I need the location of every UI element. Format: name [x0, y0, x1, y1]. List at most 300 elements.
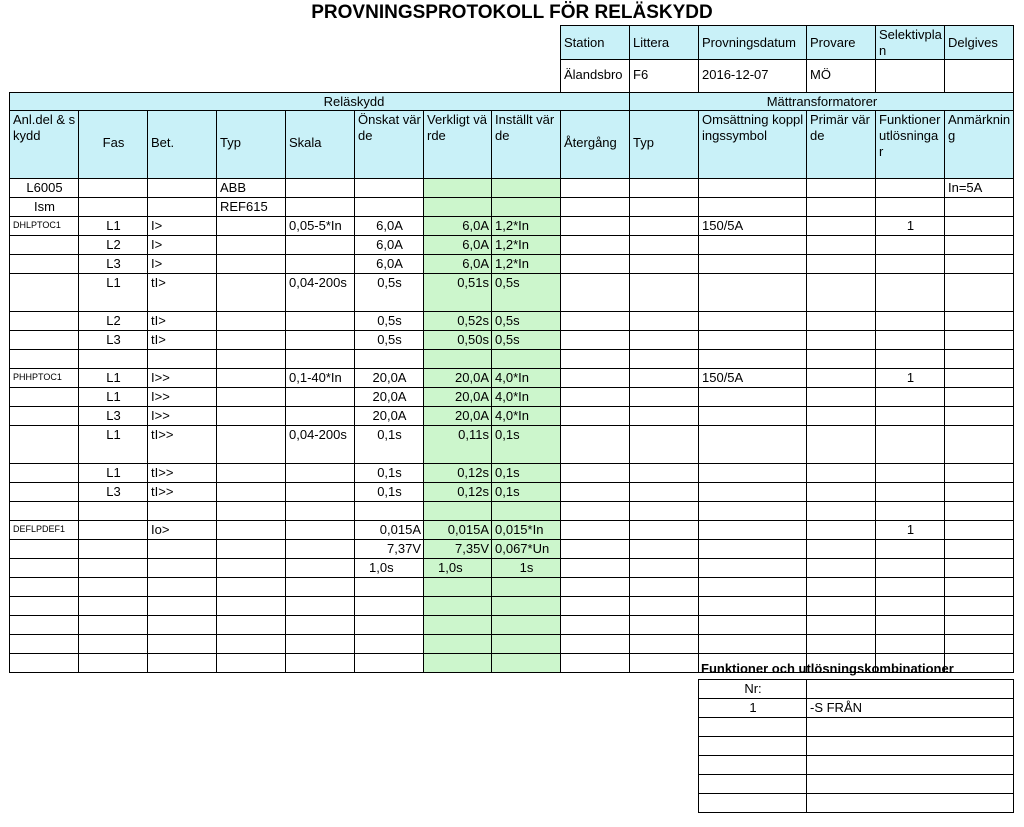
function-nr-3[interactable]: [698, 755, 807, 775]
cell-r5-c13[interactable]: [944, 273, 1014, 312]
cell-r1-c3[interactable]: REF615: [216, 197, 286, 217]
cell-r3-c7[interactable]: 1,2*In: [491, 235, 561, 255]
cell-r12-c6[interactable]: 0,11s: [423, 425, 492, 464]
cell-r6-c2[interactable]: tI>: [147, 311, 217, 331]
station-value-2[interactable]: 2016-12-07: [698, 59, 807, 93]
cell-r3-c10[interactable]: [698, 235, 807, 255]
cell-r12-c1[interactable]: L1: [78, 425, 148, 464]
cell-r16-c8[interactable]: [560, 520, 630, 540]
cell-r10-c7[interactable]: 4,0*In: [491, 387, 561, 407]
cell-r22-c12[interactable]: [875, 634, 945, 654]
cell-r4-c3[interactable]: [216, 254, 286, 274]
cell-r4-c8[interactable]: [560, 254, 630, 274]
cell-r8-c5[interactable]: [354, 349, 424, 369]
cell-r13-c6[interactable]: 0,12s: [423, 463, 492, 483]
cell-r12-c4[interactable]: 0,04-200s: [285, 425, 355, 464]
cell-r2-c13[interactable]: [944, 216, 1014, 236]
cell-r9-c1[interactable]: L1: [78, 368, 148, 388]
cell-r19-c1[interactable]: [78, 577, 148, 597]
cell-r4-c12[interactable]: [875, 254, 945, 274]
cell-r8-c10[interactable]: [698, 349, 807, 369]
cell-r22-c5[interactable]: [354, 634, 424, 654]
cell-r17-c1[interactable]: [78, 539, 148, 559]
cell-r9-c11[interactable]: [806, 368, 876, 388]
cell-r12-c12[interactable]: [875, 425, 945, 464]
cell-r16-c7[interactable]: 0,015*In: [491, 520, 561, 540]
cell-r1-c1[interactable]: [78, 197, 148, 217]
cell-r5-c1[interactable]: L1: [78, 273, 148, 312]
cell-r6-c0[interactable]: [9, 311, 79, 331]
cell-r7-c3[interactable]: [216, 330, 286, 350]
cell-r17-c9[interactable]: [629, 539, 699, 559]
cell-r7-c8[interactable]: [560, 330, 630, 350]
cell-r22-c13[interactable]: [944, 634, 1014, 654]
cell-r15-c11[interactable]: [806, 501, 876, 521]
cell-r23-c7[interactable]: [491, 653, 561, 673]
cell-r23-c4[interactable]: [285, 653, 355, 673]
cell-r7-c4[interactable]: [285, 330, 355, 350]
cell-r17-c2[interactable]: [147, 539, 217, 559]
cell-r11-c5[interactable]: 20,0A: [354, 406, 424, 426]
cell-r2-c11[interactable]: [806, 216, 876, 236]
cell-r15-c2[interactable]: [147, 501, 217, 521]
cell-r8-c11[interactable]: [806, 349, 876, 369]
cell-r13-c1[interactable]: L1: [78, 463, 148, 483]
function-desc-2[interactable]: [806, 736, 1014, 756]
cell-r5-c11[interactable]: [806, 273, 876, 312]
cell-r20-c6[interactable]: [423, 596, 492, 616]
cell-r7-c2[interactable]: tI>: [147, 330, 217, 350]
cell-r18-c6[interactable]: 1,0s: [423, 558, 492, 578]
cell-r20-c4[interactable]: [285, 596, 355, 616]
station-value-3[interactable]: MÖ: [806, 59, 876, 93]
cell-r16-c6[interactable]: 0,015A: [423, 520, 492, 540]
cell-r14-c1[interactable]: L3: [78, 482, 148, 502]
cell-r12-c3[interactable]: [216, 425, 286, 464]
cell-r2-c12[interactable]: 1: [875, 216, 945, 236]
cell-r2-c7[interactable]: 1,2*In: [491, 216, 561, 236]
cell-r1-c12[interactable]: [875, 197, 945, 217]
cell-r1-c5[interactable]: [354, 197, 424, 217]
cell-r14-c0[interactable]: [9, 482, 79, 502]
cell-r17-c10[interactable]: [698, 539, 807, 559]
function-nr-5[interactable]: [698, 793, 807, 813]
cell-r14-c8[interactable]: [560, 482, 630, 502]
cell-r23-c2[interactable]: [147, 653, 217, 673]
cell-r11-c7[interactable]: 4,0*In: [491, 406, 561, 426]
cell-r1-c9[interactable]: [629, 197, 699, 217]
cell-r22-c4[interactable]: [285, 634, 355, 654]
cell-r9-c6[interactable]: 20,0A: [423, 368, 492, 388]
cell-r2-c8[interactable]: [560, 216, 630, 236]
cell-r19-c5[interactable]: [354, 577, 424, 597]
cell-r15-c7[interactable]: [491, 501, 561, 521]
cell-r12-c11[interactable]: [806, 425, 876, 464]
cell-r20-c3[interactable]: [216, 596, 286, 616]
cell-r8-c3[interactable]: [216, 349, 286, 369]
cell-r9-c8[interactable]: [560, 368, 630, 388]
cell-r16-c0[interactable]: DEFLPDEF1: [9, 520, 79, 540]
cell-r6-c13[interactable]: [944, 311, 1014, 331]
cell-r10-c13[interactable]: [944, 387, 1014, 407]
cell-r0-c4[interactable]: [285, 178, 355, 198]
cell-r18-c9[interactable]: [629, 558, 699, 578]
cell-r16-c12[interactable]: 1: [875, 520, 945, 540]
cell-r20-c8[interactable]: [560, 596, 630, 616]
cell-r16-c13[interactable]: [944, 520, 1014, 540]
cell-r8-c13[interactable]: [944, 349, 1014, 369]
cell-r7-c5[interactable]: 0,5s: [354, 330, 424, 350]
cell-r18-c4[interactable]: [285, 558, 355, 578]
function-desc-4[interactable]: [806, 774, 1014, 794]
cell-r18-c5[interactable]: 1,0s: [354, 558, 424, 578]
cell-r23-c3[interactable]: [216, 653, 286, 673]
cell-r5-c5[interactable]: 0,5s: [354, 273, 424, 312]
cell-r9-c12[interactable]: 1: [875, 368, 945, 388]
cell-r8-c4[interactable]: [285, 349, 355, 369]
cell-r5-c10[interactable]: [698, 273, 807, 312]
cell-r1-c0[interactable]: Ism: [9, 197, 79, 217]
cell-r12-c9[interactable]: [629, 425, 699, 464]
cell-r5-c3[interactable]: [216, 273, 286, 312]
cell-r2-c5[interactable]: 6,0A: [354, 216, 424, 236]
cell-r14-c7[interactable]: 0,1s: [491, 482, 561, 502]
cell-r8-c8[interactable]: [560, 349, 630, 369]
cell-r4-c4[interactable]: [285, 254, 355, 274]
cell-r9-c4[interactable]: 0,1-40*In: [285, 368, 355, 388]
cell-r7-c7[interactable]: 0,5s: [491, 330, 561, 350]
function-desc-5[interactable]: [806, 793, 1014, 813]
station-value-0[interactable]: Älandsbro: [560, 59, 630, 93]
cell-r22-c8[interactable]: [560, 634, 630, 654]
cell-r2-c0[interactable]: DHLPTOC1: [9, 216, 79, 236]
cell-r15-c3[interactable]: [216, 501, 286, 521]
cell-r13-c11[interactable]: [806, 463, 876, 483]
cell-r10-c2[interactable]: I>>: [147, 387, 217, 407]
cell-r6-c6[interactable]: 0,52s: [423, 311, 492, 331]
function-desc-3[interactable]: [806, 755, 1014, 775]
cell-r21-c13[interactable]: [944, 615, 1014, 635]
cell-r8-c12[interactable]: [875, 349, 945, 369]
cell-r14-c10[interactable]: [698, 482, 807, 502]
cell-r17-c4[interactable]: [285, 539, 355, 559]
cell-r0-c0[interactable]: L6005: [9, 178, 79, 198]
cell-r12-c10[interactable]: [698, 425, 807, 464]
cell-r21-c4[interactable]: [285, 615, 355, 635]
cell-r22-c10[interactable]: [698, 634, 807, 654]
cell-r14-c3[interactable]: [216, 482, 286, 502]
cell-r15-c13[interactable]: [944, 501, 1014, 521]
cell-r5-c9[interactable]: [629, 273, 699, 312]
cell-r0-c2[interactable]: [147, 178, 217, 198]
cell-r19-c13[interactable]: [944, 577, 1014, 597]
cell-r0-c11[interactable]: [806, 178, 876, 198]
cell-r0-c6[interactable]: [423, 178, 492, 198]
cell-r19-c8[interactable]: [560, 577, 630, 597]
cell-r10-c4[interactable]: [285, 387, 355, 407]
cell-r20-c0[interactable]: [9, 596, 79, 616]
cell-r15-c0[interactable]: [9, 501, 79, 521]
cell-r8-c9[interactable]: [629, 349, 699, 369]
cell-r9-c5[interactable]: 20,0A: [354, 368, 424, 388]
cell-r13-c0[interactable]: [9, 463, 79, 483]
cell-r3-c1[interactable]: L2: [78, 235, 148, 255]
cell-r21-c0[interactable]: [9, 615, 79, 635]
cell-r17-c11[interactable]: [806, 539, 876, 559]
cell-r0-c7[interactable]: [491, 178, 561, 198]
cell-r0-c9[interactable]: [629, 178, 699, 198]
cell-r11-c8[interactable]: [560, 406, 630, 426]
cell-r4-c9[interactable]: [629, 254, 699, 274]
cell-r7-c10[interactable]: [698, 330, 807, 350]
cell-r4-c7[interactable]: 1,2*In: [491, 254, 561, 274]
cell-r3-c2[interactable]: I>: [147, 235, 217, 255]
cell-r6-c7[interactable]: 0,5s: [491, 311, 561, 331]
cell-r16-c10[interactable]: [698, 520, 807, 540]
cell-r9-c0[interactable]: PHHPTOC1: [9, 368, 79, 388]
cell-r10-c8[interactable]: [560, 387, 630, 407]
cell-r19-c4[interactable]: [285, 577, 355, 597]
cell-r7-c9[interactable]: [629, 330, 699, 350]
cell-r3-c5[interactable]: 6,0A: [354, 235, 424, 255]
cell-r21-c9[interactable]: [629, 615, 699, 635]
cell-r21-c11[interactable]: [806, 615, 876, 635]
cell-r19-c3[interactable]: [216, 577, 286, 597]
cell-r0-c3[interactable]: ABB: [216, 178, 286, 198]
cell-r16-c3[interactable]: [216, 520, 286, 540]
cell-r15-c6[interactable]: [423, 501, 492, 521]
cell-r1-c7[interactable]: [491, 197, 561, 217]
cell-r14-c12[interactable]: [875, 482, 945, 502]
cell-r4-c13[interactable]: [944, 254, 1014, 274]
cell-r11-c2[interactable]: I>>: [147, 406, 217, 426]
cell-r0-c10[interactable]: [698, 178, 807, 198]
cell-r9-c13[interactable]: [944, 368, 1014, 388]
cell-r9-c9[interactable]: [629, 368, 699, 388]
cell-r20-c7[interactable]: [491, 596, 561, 616]
cell-r0-c13[interactable]: In=5A: [944, 178, 1014, 198]
cell-r16-c9[interactable]: [629, 520, 699, 540]
cell-r13-c13[interactable]: [944, 463, 1014, 483]
cell-r10-c9[interactable]: [629, 387, 699, 407]
cell-r18-c3[interactable]: [216, 558, 286, 578]
cell-r10-c10[interactable]: [698, 387, 807, 407]
cell-r10-c6[interactable]: 20,0A: [423, 387, 492, 407]
cell-r18-c2[interactable]: [147, 558, 217, 578]
cell-r15-c10[interactable]: [698, 501, 807, 521]
cell-r2-c9[interactable]: [629, 216, 699, 236]
cell-r16-c5[interactable]: 0,015A: [354, 520, 424, 540]
cell-r22-c0[interactable]: [9, 634, 79, 654]
cell-r10-c1[interactable]: L1: [78, 387, 148, 407]
cell-r6-c1[interactable]: L2: [78, 311, 148, 331]
cell-r17-c7[interactable]: 0,067*Un: [491, 539, 561, 559]
function-nr-4[interactable]: [698, 774, 807, 794]
cell-r12-c5[interactable]: 0,1s: [354, 425, 424, 464]
cell-r16-c2[interactable]: Io>: [147, 520, 217, 540]
cell-r18-c1[interactable]: [78, 558, 148, 578]
cell-r13-c2[interactable]: tI>>: [147, 463, 217, 483]
cell-r18-c7[interactable]: 1s: [491, 558, 561, 578]
cell-r4-c6[interactable]: 6,0A: [423, 254, 492, 274]
cell-r15-c9[interactable]: [629, 501, 699, 521]
cell-r7-c12[interactable]: [875, 330, 945, 350]
cell-r15-c5[interactable]: [354, 501, 424, 521]
cell-r19-c2[interactable]: [147, 577, 217, 597]
cell-r3-c4[interactable]: [285, 235, 355, 255]
cell-r4-c0[interactable]: [9, 254, 79, 274]
cell-r18-c10[interactable]: [698, 558, 807, 578]
cell-r4-c10[interactable]: [698, 254, 807, 274]
cell-r20-c2[interactable]: [147, 596, 217, 616]
cell-r4-c1[interactable]: L3: [78, 254, 148, 274]
station-value-4[interactable]: [875, 59, 945, 93]
cell-r19-c7[interactable]: [491, 577, 561, 597]
cell-r21-c12[interactable]: [875, 615, 945, 635]
cell-r22-c7[interactable]: [491, 634, 561, 654]
cell-r5-c6[interactable]: 0,51s: [423, 273, 492, 312]
cell-r14-c11[interactable]: [806, 482, 876, 502]
cell-r21-c8[interactable]: [560, 615, 630, 635]
cell-r8-c6[interactable]: [423, 349, 492, 369]
cell-r17-c6[interactable]: 7,35V: [423, 539, 492, 559]
cell-r1-c10[interactable]: [698, 197, 807, 217]
cell-r19-c9[interactable]: [629, 577, 699, 597]
cell-r11-c10[interactable]: [698, 406, 807, 426]
cell-r5-c2[interactable]: tI>: [147, 273, 217, 312]
cell-r12-c2[interactable]: tI>>: [147, 425, 217, 464]
function-nr-2[interactable]: [698, 736, 807, 756]
cell-r22-c9[interactable]: [629, 634, 699, 654]
cell-r17-c3[interactable]: [216, 539, 286, 559]
cell-r2-c10[interactable]: 150/5A: [698, 216, 807, 236]
cell-r16-c4[interactable]: [285, 520, 355, 540]
cell-r11-c9[interactable]: [629, 406, 699, 426]
cell-r9-c10[interactable]: 150/5A: [698, 368, 807, 388]
cell-r19-c6[interactable]: [423, 577, 492, 597]
cell-r8-c0[interactable]: [9, 349, 79, 369]
cell-r13-c10[interactable]: [698, 463, 807, 483]
cell-r6-c12[interactable]: [875, 311, 945, 331]
cell-r11-c4[interactable]: [285, 406, 355, 426]
cell-r1-c2[interactable]: [147, 197, 217, 217]
cell-r23-c6[interactable]: [423, 653, 492, 673]
cell-r2-c2[interactable]: I>: [147, 216, 217, 236]
cell-r1-c13[interactable]: [944, 197, 1014, 217]
cell-r5-c0[interactable]: [9, 273, 79, 312]
cell-r9-c3[interactable]: [216, 368, 286, 388]
cell-r2-c3[interactable]: [216, 216, 286, 236]
cell-r12-c8[interactable]: [560, 425, 630, 464]
cell-r13-c5[interactable]: 0,1s: [354, 463, 424, 483]
cell-r21-c7[interactable]: [491, 615, 561, 635]
cell-r21-c2[interactable]: [147, 615, 217, 635]
cell-r10-c5[interactable]: 20,0A: [354, 387, 424, 407]
cell-r13-c12[interactable]: [875, 463, 945, 483]
cell-r6-c11[interactable]: [806, 311, 876, 331]
cell-r3-c8[interactable]: [560, 235, 630, 255]
cell-r2-c4[interactable]: 0,05-5*In: [285, 216, 355, 236]
cell-r22-c11[interactable]: [806, 634, 876, 654]
cell-r22-c1[interactable]: [78, 634, 148, 654]
cell-r11-c13[interactable]: [944, 406, 1014, 426]
function-nr-0[interactable]: 1: [698, 698, 807, 718]
cell-r14-c2[interactable]: tI>>: [147, 482, 217, 502]
cell-r14-c5[interactable]: 0,1s: [354, 482, 424, 502]
cell-r0-c8[interactable]: [560, 178, 630, 198]
cell-r14-c6[interactable]: 0,12s: [423, 482, 492, 502]
cell-r20-c5[interactable]: [354, 596, 424, 616]
cell-r4-c2[interactable]: I>: [147, 254, 217, 274]
cell-r12-c13[interactable]: [944, 425, 1014, 464]
cell-r13-c3[interactable]: [216, 463, 286, 483]
cell-r17-c0[interactable]: [9, 539, 79, 559]
cell-r0-c1[interactable]: [78, 178, 148, 198]
cell-r6-c8[interactable]: [560, 311, 630, 331]
cell-r4-c11[interactable]: [806, 254, 876, 274]
cell-r8-c7[interactable]: [491, 349, 561, 369]
cell-r0-c5[interactable]: [354, 178, 424, 198]
cell-r10-c3[interactable]: [216, 387, 286, 407]
cell-r7-c6[interactable]: 0,50s: [423, 330, 492, 350]
cell-r16-c11[interactable]: [806, 520, 876, 540]
cell-r21-c5[interactable]: [354, 615, 424, 635]
cell-r23-c5[interactable]: [354, 653, 424, 673]
cell-r17-c5[interactable]: 7,37V: [354, 539, 424, 559]
cell-r10-c12[interactable]: [875, 387, 945, 407]
cell-r18-c12[interactable]: [875, 558, 945, 578]
cell-r23-c0[interactable]: [9, 653, 79, 673]
cell-r6-c5[interactable]: 0,5s: [354, 311, 424, 331]
cell-r6-c3[interactable]: [216, 311, 286, 331]
cell-r13-c8[interactable]: [560, 463, 630, 483]
cell-r15-c4[interactable]: [285, 501, 355, 521]
cell-r1-c4[interactable]: [285, 197, 355, 217]
cell-r4-c5[interactable]: 6,0A: [354, 254, 424, 274]
cell-r1-c6[interactable]: [423, 197, 492, 217]
cell-r20-c12[interactable]: [875, 596, 945, 616]
cell-r19-c12[interactable]: [875, 577, 945, 597]
cell-r10-c0[interactable]: [9, 387, 79, 407]
function-desc-0[interactable]: -S FRÅN: [806, 698, 1014, 718]
cell-r21-c3[interactable]: [216, 615, 286, 635]
cell-r20-c13[interactable]: [944, 596, 1014, 616]
cell-r22-c6[interactable]: [423, 634, 492, 654]
cell-r20-c10[interactable]: [698, 596, 807, 616]
cell-r17-c12[interactable]: [875, 539, 945, 559]
cell-r11-c1[interactable]: L3: [78, 406, 148, 426]
cell-r18-c13[interactable]: [944, 558, 1014, 578]
cell-r1-c11[interactable]: [806, 197, 876, 217]
cell-r7-c13[interactable]: [944, 330, 1014, 350]
cell-r18-c0[interactable]: [9, 558, 79, 578]
function-nr-1[interactable]: [698, 717, 807, 737]
cell-r17-c13[interactable]: [944, 539, 1014, 559]
cell-r3-c3[interactable]: [216, 235, 286, 255]
cell-r15-c1[interactable]: [78, 501, 148, 521]
cell-r3-c12[interactable]: [875, 235, 945, 255]
cell-r20-c9[interactable]: [629, 596, 699, 616]
cell-r5-c8[interactable]: [560, 273, 630, 312]
cell-r3-c0[interactable]: [9, 235, 79, 255]
cell-r2-c6[interactable]: 6,0A: [423, 216, 492, 236]
cell-r8-c1[interactable]: [78, 349, 148, 369]
station-value-5[interactable]: [944, 59, 1014, 93]
cell-r7-c0[interactable]: [9, 330, 79, 350]
cell-r3-c13[interactable]: [944, 235, 1014, 255]
cell-r6-c10[interactable]: [698, 311, 807, 331]
cell-r20-c11[interactable]: [806, 596, 876, 616]
